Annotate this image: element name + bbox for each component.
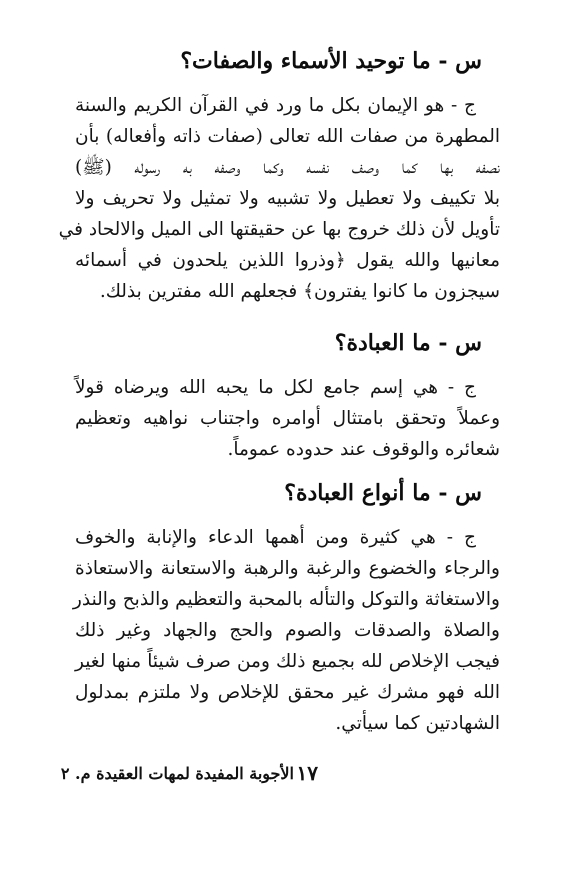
text-line: ج - هو الإيمان بكل ما ورد في القرآن الكريم والسنة — [75, 95, 476, 116]
text-line: الشهادتين كما سيأتي. — [335, 713, 500, 734]
text-line: بلا تكييف ولا تعطيل ولا تشبيه ولا تمثيل ولا تحريف ولا — [75, 188, 500, 209]
question-heading: س - ما أنواع العبادة؟ — [284, 480, 482, 506]
running-title: الأجوبة المفيدة لمهات العقيدة م. ٢ — [60, 764, 294, 783]
text-line: المطهرة من صفات الله تعالى (صفات ذاته وأفعاله) بأن — [75, 126, 500, 147]
answer-paragraph — [58, 90, 500, 307]
text-line: معانيها والله يقول ﴿وذروا اللذين يلحدون في أسمائه — [75, 250, 500, 271]
text-line: شعائره والوقوف عند حدوده عموماً. — [227, 439, 500, 460]
text-line: نصفه بها كما وصف نفسه وكما وصفه به رسوله (ﷺ) — [75, 157, 500, 178]
text-line: تأويل لأن ذلك خروج بها عن حقيقتها الى الميل والالحاد في — [58, 219, 500, 240]
text-line: الله فهو مشرك غير محقق للإخلاص ولا ملتزم بمدلول — [75, 682, 500, 703]
text-line: والرجاء والخضوع والرغبة والرهبة والاستعانة والاستعاذة — [75, 558, 500, 579]
text-line: ج - هي إسم جامع لكل ما يحبه الله ويرضاه قولاً — [75, 377, 476, 398]
text-line: وعملاً وتحقق بامتثال أوامره واجتناب نواهيه وتعظيم — [75, 408, 500, 429]
text-line: فيجب الإخلاص لله بجميع ذلك ومن صرف شيئاً منها لغير — [75, 651, 500, 672]
text-line: سيجزون ما كانوا يفترون﴾ فجعلهم الله مفترين بذلك. — [99, 281, 500, 302]
question-heading: س - ما توحيد الأسماء والصفات؟ — [180, 48, 482, 74]
text-line: ج - هي كثيرة ومن أهمها الدعاء والإنابة والخوف — [75, 527, 476, 548]
question-heading: س - ما العبادة؟ — [334, 330, 482, 356]
answer-paragraph — [72, 522, 500, 739]
text-line: والصلاة والصدقات والصوم والحج والجهاد وغير ذلك — [75, 620, 500, 641]
answer-paragraph — [75, 372, 500, 465]
page-number: ١٧ — [296, 761, 318, 785]
text-line: والاستغاثة والتوكل والتأله بالمحبة والتعظيم والذبح والنذر — [72, 589, 500, 610]
